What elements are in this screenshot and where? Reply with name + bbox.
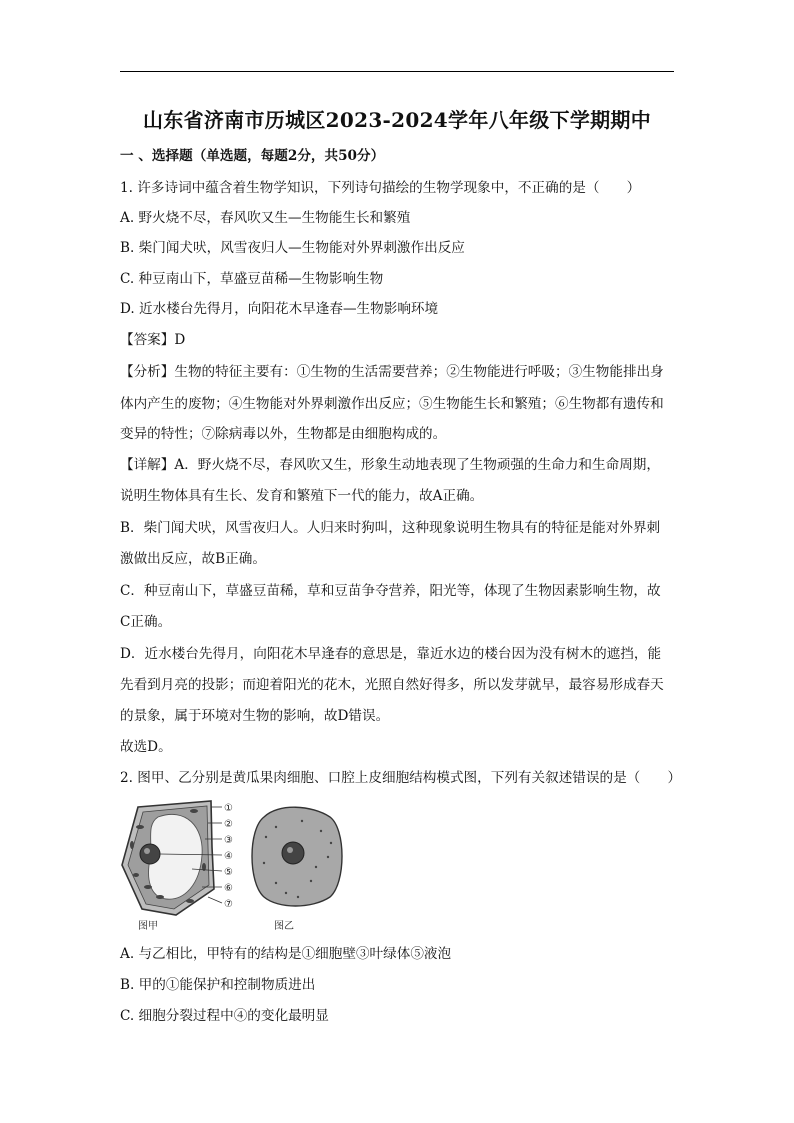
- q1-detail-line: B．柴门闻犬吠，风雪夜归人。人归来时狗叫，这种现象说明生物具有的特征是能对外界刺: [120, 520, 661, 536]
- q1-answer: 【答案】D: [120, 332, 186, 348]
- figure-labels: [224, 803, 233, 910]
- q2-option-c: C. 细胞分裂过程中④的变化最明显: [120, 1008, 329, 1024]
- figure-label: ①: [224, 803, 233, 814]
- q2-stem: 2. 图甲、乙分别是黄瓜果肉细胞、口腔上皮细胞结构模式图，下列有关叙述错误的是（ ）: [120, 770, 682, 786]
- q1-option-c: C. 种豆南山下，草盛豆苗稀—生物影响生物: [120, 271, 384, 287]
- plant-cell: [122, 801, 214, 915]
- q1-option-a: A. 野火烧不尽，春风吹又生—生物能生长和繁殖: [120, 210, 411, 226]
- q1-detail-line: 【详解】A．野火烧不尽，春风吹又生，形象生动地表现了生物顽强的生命力和生命周期，: [120, 457, 660, 473]
- q1-option-b: B. 柴门闻犬吠，风雪夜归人—生物能对外界刺激作出反应: [120, 240, 465, 256]
- q2-option-a: A. 与乙相比，甲特有的结构是①细胞壁③叶绿体⑤液泡: [120, 946, 452, 962]
- caption-fig-b: 图乙: [274, 921, 294, 932]
- figure-label: ⑦: [224, 899, 233, 910]
- section-heading: 一 、选择题（单选题，每题2分，共50分）: [120, 148, 385, 164]
- q1-detail-line: C正确。: [120, 614, 172, 630]
- q1-conclusion: 故选D。: [120, 739, 172, 755]
- nucleus: [140, 844, 160, 864]
- q1-detail-line: 先看到月亮的投影；而迎着阳光的花木，光照自然好得多，所以发芽就早，最容易形成春天: [120, 677, 664, 693]
- q1-detail-line: D．近水楼台先得月，向阳花木早逢春的意思是，靠近水边的楼台因为没有树木的遮挡，能: [120, 646, 662, 662]
- page-title: 山东省济南市历城区2023-2024学年八年级下学期期中: [142, 108, 652, 132]
- figure-label: ④: [224, 851, 233, 862]
- figure-label: ⑤: [224, 867, 233, 878]
- q1-detail-line: 激做出反应，故B正确。: [120, 551, 266, 567]
- q1-detail-line: 说明生物体具有生长、发育和繁殖下一代的能力，故A正确。: [120, 488, 484, 504]
- q1-analysis-line: 变异的特性；⑦除病毒以外，生物都是由细胞构成的。: [120, 426, 447, 442]
- animal-nucleus: [282, 842, 304, 864]
- animal-cell: [252, 807, 342, 906]
- cell-diagram: [116, 797, 376, 935]
- q1-analysis-line: 体内产生的废物；④生物能对外界刺激作出反应；⑤生物能生长和繁殖；⑥生物都有遗传和: [120, 396, 664, 412]
- q2-option-b: B. 甲的①能保护和控制物质进出: [120, 977, 316, 993]
- q1-option-d: D. 近水楼台先得月，向阳花木早逢春—生物影响环境: [120, 301, 439, 317]
- figure-label: ⑥: [224, 883, 233, 894]
- q1-analysis-line: 【分析】生物的特征主要有：①生物的生活需要营养；②生物能进行呼吸；③生物能排出身: [120, 364, 664, 380]
- figure-label: ③: [224, 835, 233, 846]
- q1-detail-line: 的景象，属于环境对生物的影响，故D错误。: [120, 708, 390, 724]
- q1-stem: 1. 许多诗词中蕴含着生物学知识，下列诗句描绘的生物学现象中，不正确的是（ ）: [120, 180, 641, 196]
- caption-fig-a: 图甲: [138, 921, 158, 932]
- figure-label: ②: [224, 819, 233, 830]
- q1-detail-line: C．种豆南山下，草盛豆苗稀，草和豆苗争夺营养，阳光等，体现了生物因素影响生物，故: [120, 583, 661, 599]
- header-rule: [120, 71, 674, 72]
